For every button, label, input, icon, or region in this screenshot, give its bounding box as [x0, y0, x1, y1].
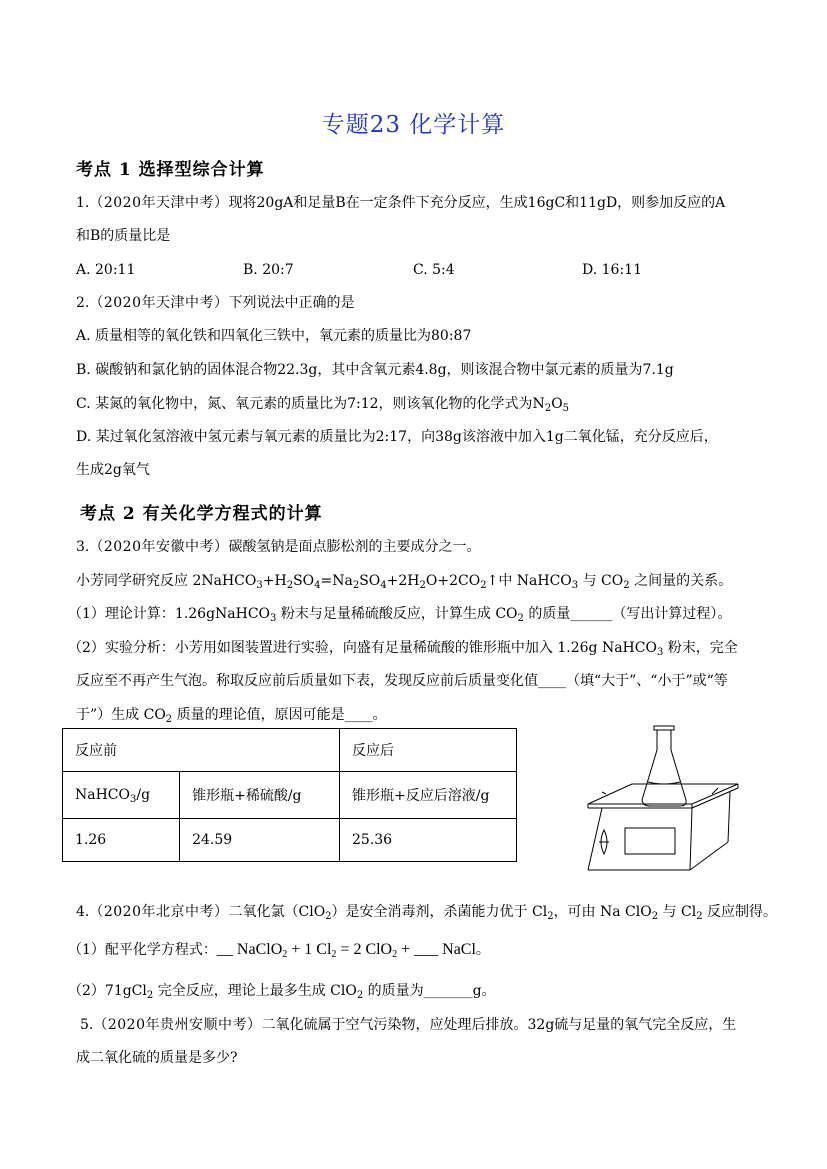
- question-3-part-2-line-2: 反应至不再产生气泡。称取反应前后质量如下表，发现反应前后质量变化值____（填“大于”、“小于”或“等: [76, 673, 728, 689]
- table-group-before: 反应前: [63, 729, 340, 772]
- question-2-option-d-line-2: 生成2g氧气: [76, 462, 150, 478]
- question-3-reaction-line: 小芳同学研究反应 $2NaHCO_3+H_2SO_4=Na_2SO_4+2H_2O+2CO_2↑$中 NaHCO$_3$ 与 $CO_2$ 之间量的关系。: [76, 573, 733, 591]
- question-2-source: （2020年天津中考）: [89, 295, 229, 311]
- table-row: [63, 772, 517, 819]
- question-3-stem: 碳酸氢钠是面点膨松剂的主要成分之一。: [228, 539, 481, 555]
- section-1-heading: 考点 1 选择型综合计算: [76, 160, 265, 180]
- table-row: [63, 819, 517, 862]
- question-2-number: 2.: [76, 295, 90, 311]
- question-3-part-2-line-3: 于”）生成 $CO_2$ 质量的理论值，原因可能是____。: [76, 707, 387, 725]
- answer-blank: ______: [570, 606, 613, 622]
- question-3-number: 3.: [76, 539, 90, 555]
- question-4-number: 4.: [76, 904, 90, 920]
- question-2-line-1: [76, 294, 355, 312]
- coefficient-blank-1: __: [216, 941, 233, 958]
- flask-on-balance-figure: [580, 722, 740, 882]
- table-row: [63, 729, 517, 772]
- question-5-number: 5.: [80, 1017, 94, 1033]
- section-2-heading: 考点 2 有关化学方程式的计算: [80, 504, 323, 524]
- coefficient-blank-2: ___: [414, 941, 439, 958]
- question-4-part-2: （2）71gCl$_2$ 完全反应，理论上最多生成 ClO$_2$ 的质量为_______g。: [68, 983, 496, 1001]
- table-group-after: 反应后: [340, 729, 517, 772]
- question-2-option-d-line-1: D. 某过氧化氢溶液中氢元素与氧元素的质量比为2:17，向38g该溶液中加入1g二氧化锰，充分反应后，: [76, 429, 718, 445]
- table-cell: 25.36: [340, 819, 517, 862]
- question-1-stem: 现将20gA和足量B在一定条件下充分反应，生成16gC和11gD，则参加反应的A: [228, 195, 726, 211]
- table-header-nahco3: NaHCO$_3$/g: [63, 772, 180, 819]
- question-1-option-a: A. 20:11: [76, 262, 136, 278]
- question-4-source: （2020年北京中考）: [89, 904, 229, 920]
- question-2-stem: 下列说法中正确的是: [228, 295, 355, 311]
- question-1-source: （2020年天津中考）: [89, 195, 229, 211]
- table-cell: 1.26: [63, 819, 180, 862]
- table-cell: 24.59: [180, 819, 340, 862]
- question-1-line-1: [76, 194, 725, 212]
- question-3-line-1: [76, 538, 481, 556]
- question-1-option-c: C. 5:4: [413, 262, 455, 278]
- table-header-flask-acid: 锥形瓶+稀硫酸/g: [180, 772, 340, 819]
- question-3-part-1: （1）理论计算：1.26gNaHCO$_3$ 粉末与足量稀硫酸反应，计算生成 $CO_2$ 的质量______（写出计算过程）。: [68, 606, 732, 624]
- question-5-source: （2020年贵州安顺中考）: [93, 1017, 262, 1033]
- question-4-line-1: 4.（2020年北京中考）二氧化氯（ClO$_2$）是安全消毒剂，杀菌能力优于 $Cl_2$，可由 Na ClO$_2$ 与 $Cl_2$ 反应制得。: [76, 904, 778, 922]
- question-5-line-1: 5.（2020年贵州安顺中考）二氧化硫属于空气污染物，应处理后排放。32g硫与足量的氧气完全反应，生: [80, 1017, 737, 1033]
- mass-data-table: [62, 728, 517, 862]
- question-1-option-b: B. 20:7: [243, 262, 294, 278]
- question-2-option-c: C. 某氮的氧化物中，氮、氧元素的质量比为7:12，则该氧化物的化学式为$N_2O_5$: [76, 396, 570, 414]
- question-2-option-b: B. 碳酸钠和氯化钠的固体混合物22.3g，其中含氧元素4.8g，则该混合物中氯元素的质量为7.1g: [76, 362, 674, 378]
- question-1-line-2: 和B的质量比是: [76, 228, 171, 244]
- question-5-line-2: 成二氧化硫的质量是多少?: [76, 1050, 238, 1066]
- page-title: 专题23 化学计算: [321, 112, 506, 138]
- question-3-source: （2020年安徽中考）: [89, 539, 229, 555]
- question-4-part-1: （1）配平化学方程式：__ NaClO$_2$ + 1 $Cl_2 = 2$ ClO$_2$ + ___ NaCl。: [68, 941, 490, 960]
- question-1-number: 1.: [76, 195, 90, 211]
- answer-blank: _______: [423, 983, 473, 999]
- question-3-part-2-line-1: （2）实验分析：小芳用如图装置进行实验，向盛有足量稀硫酸的锥形瓶中加入 1.26g NaHCO$_3$ 粉末，完全: [68, 640, 738, 658]
- question-1-option-d: D. 16:11: [582, 262, 642, 278]
- question-2-option-a: A. 质量相等的氧化铁和四氧化三铁中，氧元素的质量比为80:87: [76, 328, 472, 344]
- table-header-flask-solution: 锥形瓶+反应后溶液/g: [340, 772, 517, 819]
- balanced-equation: __ NaClO$_2$ + 1 $Cl_2 = 2$ ClO$_2$ + ___ NaCl: [216, 941, 476, 960]
